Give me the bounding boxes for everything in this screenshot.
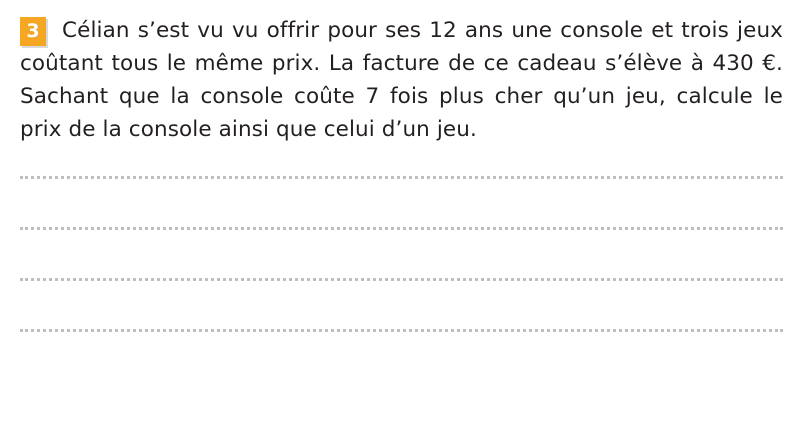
answer-line[interactable]	[20, 227, 783, 278]
answer-line[interactable]	[20, 329, 783, 380]
exercise-block	[20, 14, 783, 146]
answer-line[interactable]	[20, 176, 783, 227]
answer-line[interactable]	[20, 278, 783, 329]
exercise-statement: Célian s’est vu vu offrir pour ses 12 ans une console et trois jeux coûtant tous le même prix. La facture de ce cadeau s’élève à 430 €. Sachant que la console coûte 7 fois plus cher qu’un jeu, calcule le prix de la console ainsi que celui d’un jeu.	[20, 18, 783, 142]
answer-area[interactable]	[20, 176, 783, 380]
exercise-number-badge: 3	[20, 17, 46, 46]
